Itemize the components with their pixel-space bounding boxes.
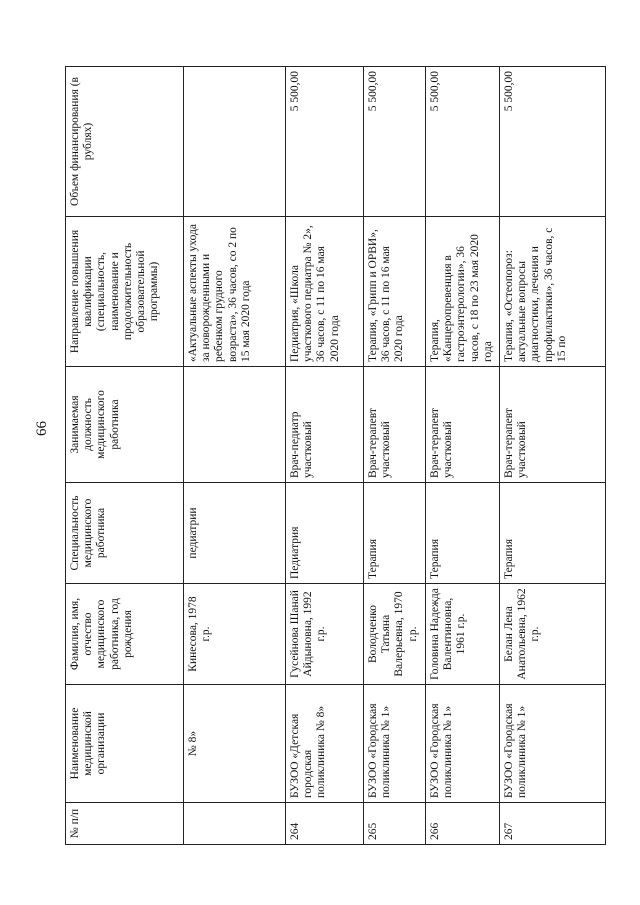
- cell-program: Терапия, «Канцеропревенция в гастроэнтерологии», 36 часов, с 18 по 23 мая 2020 года: [426, 217, 500, 367]
- cell-funding: 5 500,00: [364, 67, 426, 217]
- cell-num: 264: [286, 803, 364, 845]
- cell-org: БУЗОО «Городская поликлиника № 1»: [500, 685, 606, 803]
- cell-org: БУЗОО «Городская поликлиника № 1»: [364, 685, 426, 803]
- cell-position: Врач-терапевт участковый: [426, 367, 500, 483]
- cell-funding: 5 500,00: [500, 67, 606, 217]
- cell-specialty: Терапия: [364, 483, 426, 584]
- cell-position: Врач-терапевт участковый: [364, 367, 426, 483]
- cell-funding: 5 500,00: [286, 67, 364, 217]
- cell-name: Гусейнова Шанай Айдыновна, 1992 г.р.: [286, 584, 364, 685]
- cell-position: [184, 367, 286, 483]
- cell-name: Головина Надежда Валентиновна, 1961 г.р.: [426, 584, 500, 685]
- header-org: Наименование медицинской организации: [66, 685, 184, 803]
- cell-specialty: Педиатрия: [286, 483, 364, 584]
- cell-funding: [184, 67, 286, 217]
- cell-specialty: Терапия: [426, 483, 500, 584]
- header-specialty: Специальность медицинского работника: [66, 483, 184, 584]
- cell-name: Кинесова, 1978 г.р.: [184, 584, 286, 685]
- training-table: [65, 66, 606, 845]
- cell-program: Педиатрия, «Школа участкового педиатра № 2», 36 часов, с 11 по 16 мая 2020 года: [286, 217, 364, 367]
- table-row: [364, 67, 426, 845]
- header-num: № п/п: [66, 803, 184, 845]
- cell-position: Врач-педиатр участковый: [286, 367, 364, 483]
- cell-specialty: педиатрии: [184, 483, 286, 584]
- cell-org: БУЗОО «Детская городская поликлиника № 8»: [286, 685, 364, 803]
- cell-funding: 5 500,00: [426, 67, 500, 217]
- table-row: [500, 67, 606, 845]
- cell-org: БУЗОО «Городская поликлиника № 1»: [426, 685, 500, 803]
- cell-num: 267: [500, 803, 606, 845]
- cell-program: «Актуальные аспекты ухода за новорожденными и ребенком грудного возраста», 36 часов, со 2 по 15 мая 2020 года: [184, 217, 286, 367]
- cell-name: Володченко Татьяна Валерьевна, 1970 г.р.: [364, 584, 426, 685]
- cell-program: Терапия, «Остеопороз: актуальные вопросы диагностики, лечения и профилактики», 36 часов, с 15 по: [500, 217, 606, 367]
- header-name: Фамилия, имя, отчество медицинского работника, год рождения: [66, 584, 184, 685]
- header-position: Занимаемая должность медицинского работника: [66, 367, 184, 483]
- cell-org: № 8»: [184, 685, 286, 803]
- header-funding: Объем финансирования (в рублях): [66, 67, 184, 217]
- table-row: [184, 67, 286, 845]
- cell-name: Белан Лена Анатольевна, 1962 г.р.: [500, 584, 606, 685]
- table-header-row: [66, 67, 184, 845]
- page-number: 66: [34, 421, 50, 436]
- header-program: Направление повышения квалификации (специальность, наименование и продолжительность образовательной программы): [66, 217, 184, 367]
- cell-program: Терапия, «Грипп и ОРВИ», 36 часов, с 11 по 16 мая 2020 года: [364, 217, 426, 367]
- cell-specialty: Терапия: [500, 483, 606, 584]
- table-row: [426, 67, 500, 845]
- cell-num: 266: [426, 803, 500, 845]
- rotated-page-content: [65, 67, 605, 845]
- cell-position: Врач-терапевт участковый: [500, 367, 606, 483]
- cell-num: 265: [364, 803, 426, 845]
- cell-num: [184, 803, 286, 845]
- table-row: [286, 67, 364, 845]
